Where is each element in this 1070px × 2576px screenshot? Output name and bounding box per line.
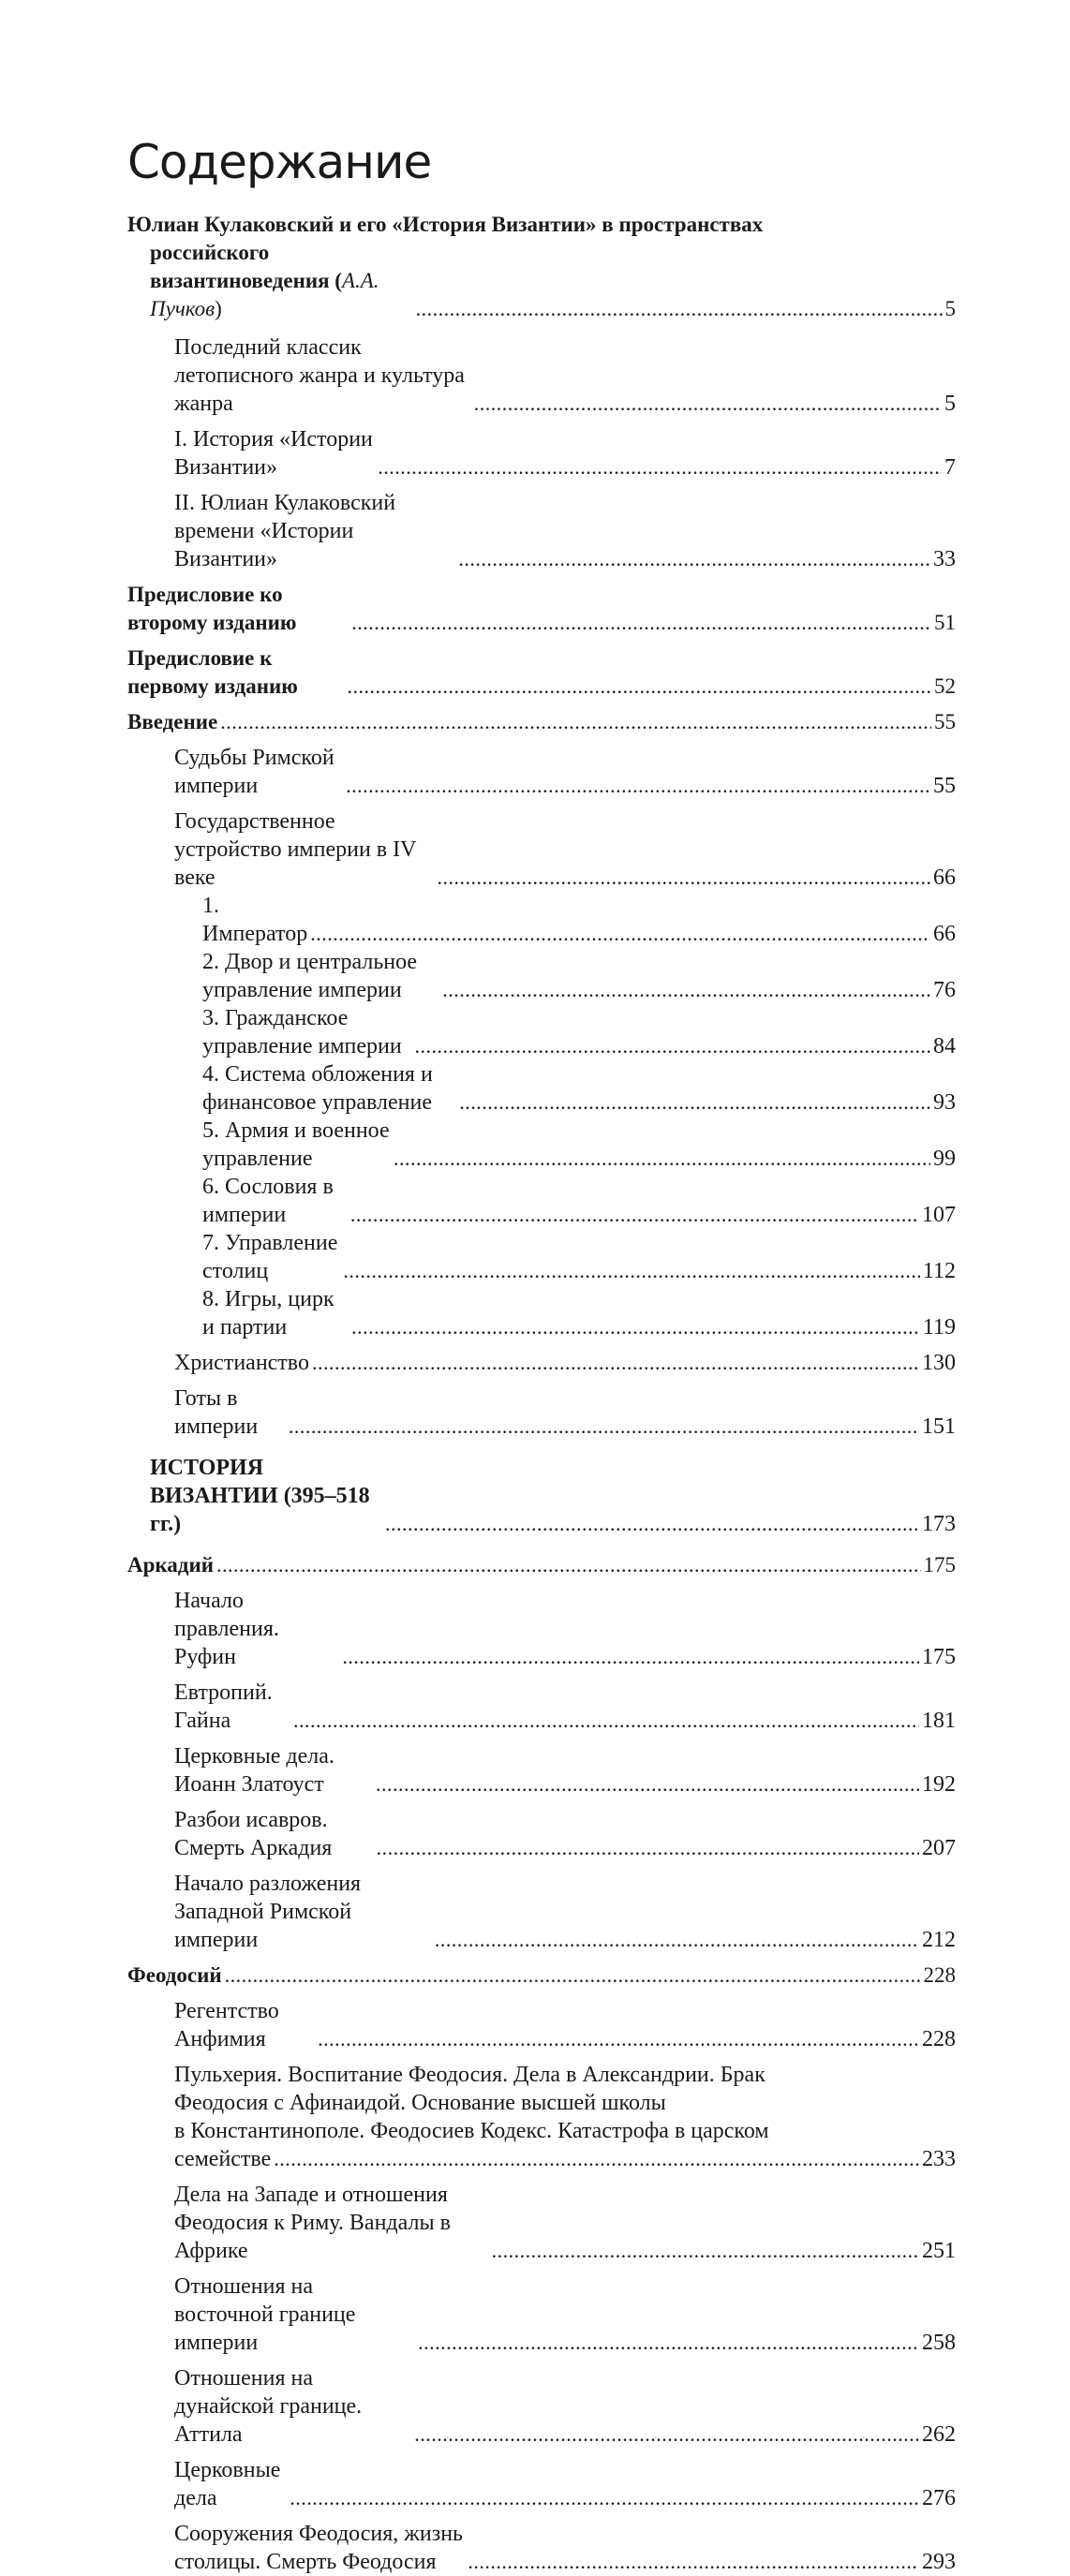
toc-entry-label: Начало правления. Руфин xyxy=(174,1589,279,1669)
toc-entry xyxy=(127,948,956,1004)
toc-page-number: 55 xyxy=(934,710,956,733)
toc-entry xyxy=(127,1870,956,1954)
leader-dots xyxy=(216,1551,921,1579)
toc-entry-multiline xyxy=(127,2061,956,2173)
leader-dots xyxy=(290,2484,919,2512)
table-of-contents xyxy=(127,211,956,2576)
toc-entry-label: Введение xyxy=(127,710,218,733)
leader-dots xyxy=(378,453,942,481)
toc-author: А.А. Пучков xyxy=(150,269,379,320)
leader-dots xyxy=(220,708,931,736)
toc-page-number: 151 xyxy=(922,1414,956,1439)
toc-page-number: 293 xyxy=(922,2550,956,2574)
toc-entry xyxy=(127,708,956,736)
toc-section-heading xyxy=(127,1454,956,1538)
toc-entry xyxy=(127,1806,956,1862)
toc-entry-label: Разбои исавров. Смерть Аркадия xyxy=(174,1808,333,1860)
toc-page-number: 52 xyxy=(934,674,956,698)
toc-page-number: 5 xyxy=(944,392,956,416)
toc-entry-label: 8. Игры, цирк и партии xyxy=(202,1287,334,1340)
leader-dots xyxy=(435,1926,919,1954)
leader-dots xyxy=(492,2237,919,2265)
toc-page-number: 112 xyxy=(922,1259,956,1283)
toc-entry-label: Начало разложения Западной Римской империи xyxy=(174,1872,362,1952)
leader-dots xyxy=(468,2548,919,2576)
toc-page-number: 207 xyxy=(922,1836,956,1860)
toc-entry-label: 3. Гражданское управление империи xyxy=(202,1006,402,1059)
leader-dots xyxy=(416,295,943,323)
toc-page-number: 7 xyxy=(944,455,956,480)
leader-dots xyxy=(310,920,930,948)
toc-entry xyxy=(127,2273,956,2357)
toc-page-number: 130 xyxy=(922,1351,956,1375)
toc-entry-label: Феодосий xyxy=(127,1963,222,1987)
toc-entry xyxy=(127,1384,956,1441)
page-title: Содержание xyxy=(127,135,432,189)
leader-dots xyxy=(343,1257,920,1285)
leader-dots xyxy=(347,673,931,701)
toc-entry-label: 6. Сословия в империи xyxy=(202,1175,334,1227)
toc-entry xyxy=(127,1587,956,1671)
toc-page-number: 66 xyxy=(933,866,956,890)
toc-entry-label: Аркадий xyxy=(127,1553,214,1577)
toc-entry xyxy=(127,1962,956,1990)
toc-entry xyxy=(127,333,956,418)
toc-entry xyxy=(127,1997,956,2053)
toc-entry-label: Пульхерия. Воспитание Феодосия. Дела в Александрии. Брак xyxy=(174,2063,765,2087)
toc-page-number: 51 xyxy=(934,611,956,634)
toc-page-number: 173 xyxy=(922,1512,956,1536)
leader-dots xyxy=(376,1770,919,1799)
leader-dots xyxy=(351,609,931,637)
leader-dots xyxy=(459,1088,930,1117)
toc-entry xyxy=(127,1229,956,1285)
toc-entry xyxy=(127,807,956,892)
toc-entry-label: 1. Император xyxy=(202,894,308,946)
toc-page-number: 93 xyxy=(933,1090,956,1115)
toc-entry-label: Сооружения Феодосия, жизнь столицы. Смерть Феодосия xyxy=(174,2522,463,2574)
toc-entry-label: 4. Система обложения и финансовое управление xyxy=(202,1062,433,1115)
toc-entry-label: семействе xyxy=(174,2147,272,2171)
leader-dots xyxy=(418,2329,919,2357)
toc-entry-label: российского византиноведения (А.А. Пучков) xyxy=(150,241,379,320)
toc-entry xyxy=(127,1285,956,1341)
toc-entry-label: Церковные дела. Иоанн Златоуст xyxy=(174,1744,334,1797)
toc-entry-label: Отношения на восточной границе империи xyxy=(174,2274,356,2355)
toc-page-number: 212 xyxy=(922,1928,956,1952)
toc-entry-label: Юлиан Кулаковский и его «История Византии» в пространствах xyxy=(127,213,764,236)
toc-page-number: 5 xyxy=(944,297,956,320)
toc-entry-label: 2. Двор и центральное управление империи xyxy=(202,950,418,1002)
toc-entry-label: Церковные дела xyxy=(174,2458,281,2510)
toc-entry-label: Евтропий. Гайна xyxy=(174,1680,273,1733)
toc-entry-label: Последний классик летописного жанра и культура жанра xyxy=(174,335,465,416)
toc-page-number: 33 xyxy=(933,547,956,571)
toc-page-number: 175 xyxy=(923,1553,956,1577)
toc-entry-label: 7. Управление столиц xyxy=(202,1231,338,1283)
toc-entry-label: Феодосия с Афинаидой. Основание высшей школы xyxy=(174,2091,666,2115)
toc-entry-label: Регентство Анфимия xyxy=(174,1999,279,2051)
toc-entry-label: ИСТОРИЯ ВИЗАНТИИ (395–518 гг.) xyxy=(150,1456,370,1536)
toc-entry-label: II. Юлиан Кулаковский времени «Истории Византии» xyxy=(174,491,396,571)
leader-dots xyxy=(377,1834,919,1862)
toc-entry-label: Отношения на дунайской границе. Аттила xyxy=(174,2366,363,2447)
leader-dots xyxy=(293,1707,919,1735)
toc-page-number: 107 xyxy=(922,1203,956,1227)
toc-entry xyxy=(127,892,956,948)
toc-entry xyxy=(127,1742,956,1799)
toc-entry xyxy=(127,1060,956,1117)
toc-page-number: 181 xyxy=(922,1709,956,1733)
leader-dots xyxy=(342,1643,919,1671)
leader-dots xyxy=(442,976,930,1004)
leader-dots xyxy=(385,1510,919,1538)
leader-dots xyxy=(351,1313,920,1341)
leader-dots xyxy=(350,1201,919,1229)
toc-entry-label: 5. Армия и военное управление xyxy=(202,1118,390,1171)
leader-dots xyxy=(394,1145,930,1173)
toc-entry xyxy=(127,2520,956,2576)
toc-entry-intro-essay xyxy=(127,211,956,323)
leader-dots xyxy=(414,2421,919,2449)
toc-entry xyxy=(127,1679,956,1735)
toc-page-number: 258 xyxy=(922,2331,956,2355)
leader-dots xyxy=(437,864,930,892)
toc-entry-label: Государственное устройство империи в IV веке xyxy=(174,809,417,890)
toc-page-number: 262 xyxy=(922,2422,956,2447)
toc-page-number: 233 xyxy=(922,2147,956,2171)
toc-page-number: 251 xyxy=(922,2239,956,2263)
toc-page-number: 55 xyxy=(933,774,956,798)
leader-dots xyxy=(474,390,942,418)
toc-page-number: 99 xyxy=(933,1147,956,1171)
leader-dots xyxy=(312,1349,919,1377)
toc-entry-label: Готы в империи xyxy=(174,1386,259,1439)
leader-dots xyxy=(415,1032,930,1060)
leader-dots xyxy=(346,772,930,800)
toc-entry xyxy=(127,2456,956,2512)
leader-dots xyxy=(318,2025,919,2053)
toc-entry xyxy=(127,1551,956,1579)
toc-entry xyxy=(127,1349,956,1377)
leader-dots xyxy=(225,1962,921,1990)
toc-entry-label: Предисловие ко второму изданию xyxy=(127,583,297,634)
toc-page-number: 84 xyxy=(933,1034,956,1059)
toc-entry xyxy=(127,1004,956,1060)
toc-entry xyxy=(127,2364,956,2449)
toc-entry xyxy=(127,489,956,573)
toc-entry-label: Судьбы Римской империи xyxy=(174,746,334,798)
toc-page-number: 228 xyxy=(923,1963,956,1987)
toc-entry-label: Предисловие к первому изданию xyxy=(127,646,298,698)
toc-entry xyxy=(127,1173,956,1229)
leader-dots xyxy=(274,2145,919,2173)
toc-entry xyxy=(127,744,956,800)
toc-entry-label: Дела на Западе и отношения Феодосия к Риму. Вандалы в Африке xyxy=(174,2183,451,2263)
toc-entry-label: I. История «Истории Византии» xyxy=(174,427,373,480)
toc-entry xyxy=(127,425,956,481)
toc-entry xyxy=(127,2181,956,2265)
toc-page-number: 276 xyxy=(922,2486,956,2510)
toc-entry-label: Христианство xyxy=(174,1351,309,1375)
toc-page-number: 76 xyxy=(933,978,956,1002)
toc-page-number: 175 xyxy=(922,1645,956,1669)
toc-page-number: 66 xyxy=(933,922,956,946)
toc-page-number: 228 xyxy=(922,2027,956,2051)
toc-page-number: 119 xyxy=(922,1315,956,1340)
toc-entry xyxy=(127,644,956,701)
toc-entry xyxy=(127,1117,956,1173)
toc-entry-label: в Константинополе. Феодосиев Кодекс. Катастрофа в царском xyxy=(174,2119,769,2143)
toc-page-number: 192 xyxy=(922,1772,956,1797)
leader-dots xyxy=(289,1413,919,1441)
toc-entry xyxy=(127,581,956,637)
leader-dots xyxy=(458,545,930,573)
